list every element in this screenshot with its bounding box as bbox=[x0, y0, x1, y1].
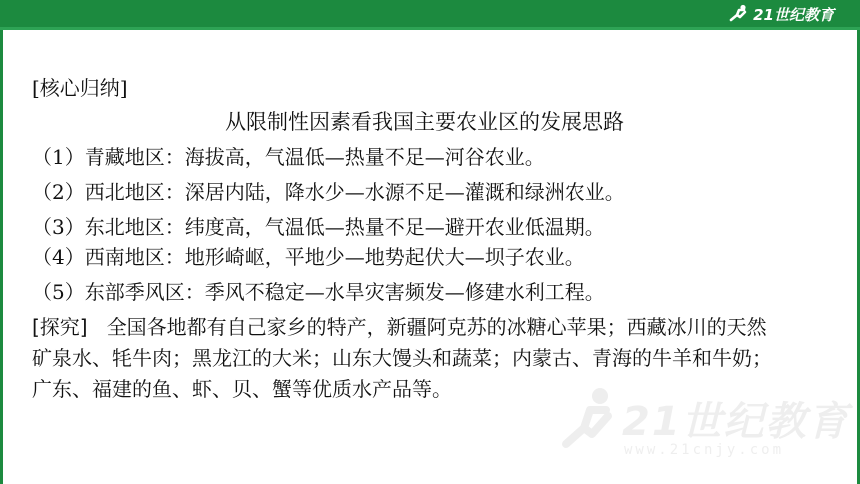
brand-logo bbox=[728, 3, 834, 25]
brand-name: 21世纪教育 bbox=[753, 5, 834, 24]
summary-item: （3）东北地区：纬度高，气温低—热量不足—避开农业低温期。 bbox=[32, 215, 605, 239]
summary-item: （4）西南地区：地形崎岖，平地少—地势起伏大—坝子农业。 bbox=[32, 245, 585, 269]
summary-item: （5）东部季风区：季风不稳定—水旱灾害频发—修建水利工程。 bbox=[32, 280, 605, 304]
watermark-text: 21世纪教育 bbox=[622, 399, 850, 445]
watermark-url: www.21cnjy.com bbox=[624, 442, 785, 458]
explore-line-2: 矿泉水、牦牛肉；黑龙江的大米；山东大馒头和蔬菜；内蒙古、青海的牛羊和牛奶； bbox=[32, 346, 772, 370]
explore-section bbox=[32, 312, 832, 405]
summary-tag: [核心归纳] bbox=[32, 76, 128, 100]
explore-line-3: 广东、福建的鱼、虾、贝、蟹等优质水产品等。 bbox=[32, 377, 452, 401]
explore-text: 全国各地都有自己家乡的特产，新疆阿克苏的冰糖心苹果；西藏冰川的天然 bbox=[106, 315, 767, 339]
header-accent-line bbox=[0, 27, 860, 30]
summary-item: （2）西北地区：深居内陆，降水少—水源不足—灌溉和绿洲农业。 bbox=[32, 180, 625, 204]
explore-tag: [探究] bbox=[32, 315, 88, 339]
frame-left-border bbox=[0, 30, 3, 484]
summary-item: （1）青藏地区：海拔高，气温低—热量不足—河谷农业。 bbox=[32, 145, 545, 169]
explore-line-1 bbox=[32, 312, 832, 343]
summary-title: 从限制性因素看我国主要农业区的发展思路 bbox=[225, 110, 624, 134]
runner-icon bbox=[728, 4, 750, 24]
